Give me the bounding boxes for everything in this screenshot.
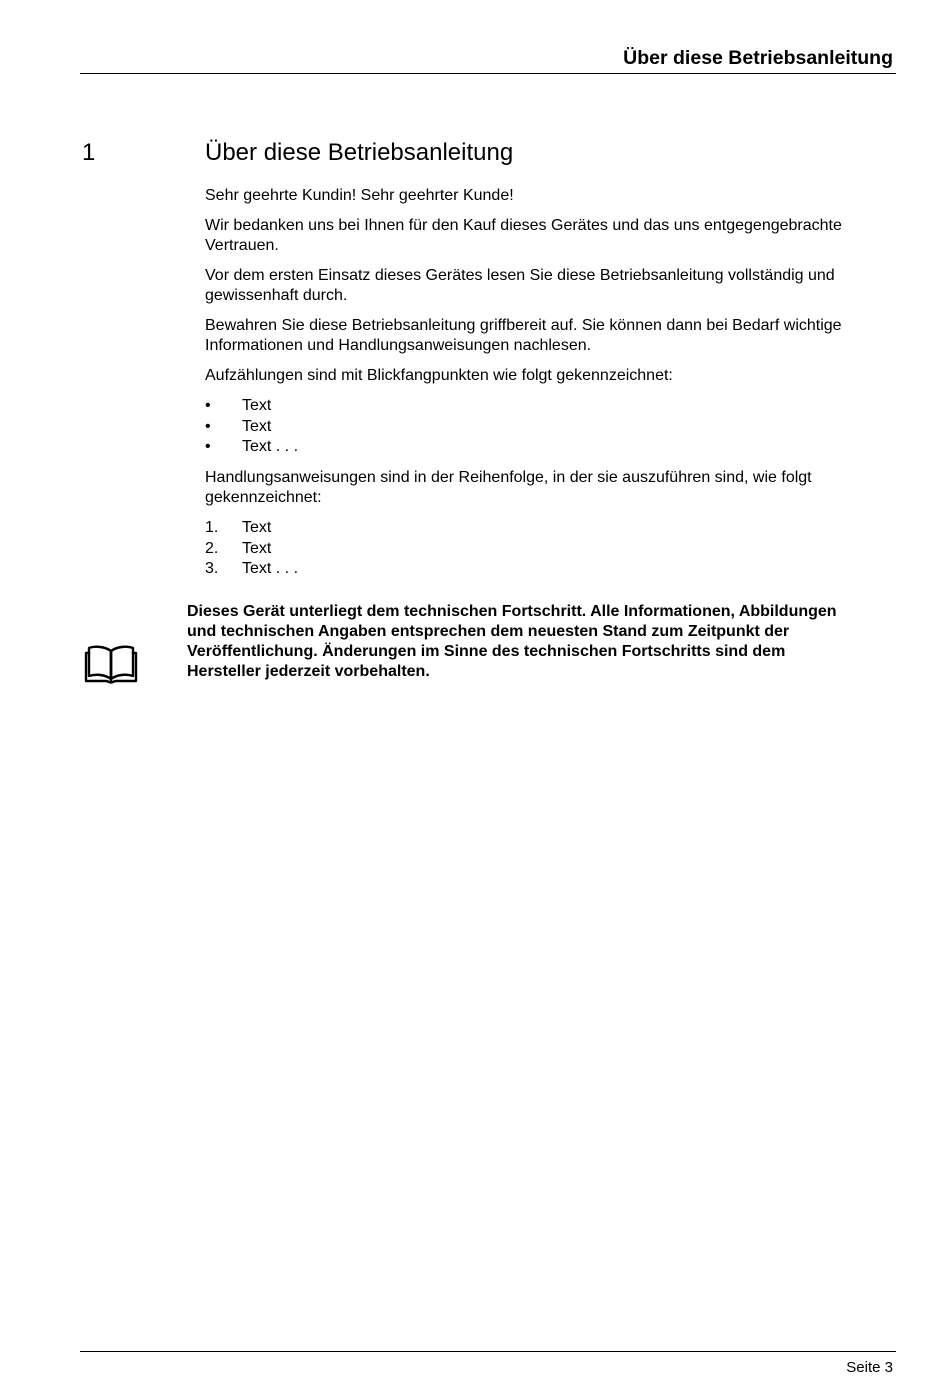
numbered-item-text: Text [242, 539, 272, 557]
page-number: Seite 3 [846, 1359, 893, 1376]
bullet-list-item [205, 437, 897, 458]
numbered-item-text: Text . . . [242, 560, 299, 578]
numbered-list-item [205, 539, 897, 560]
number-marker: 2. [205, 539, 219, 557]
note-text: Dieses Gerät unterliegt dem technischen Fortschritt. Alle Informationen, Abbildungen und technischen Angaben entsprechen dem neuesten Stand zum Zeitpunkt der Veröffentlichung. Änderungen im Sinne des technischen Fortschritts sind dem Hersteller jederzeit vorbehalten. [187, 603, 837, 680]
bullet-list-item [205, 417, 897, 438]
number-marker: 3. [205, 560, 219, 578]
bullet-item-text: Text . . . [242, 438, 299, 456]
thanks-paragraph: Wir bedanken uns bei Ihnen für den Kauf dieses Gerätes und das uns entgegengebrachte Vertrauen. [205, 217, 842, 254]
section-title: Über diese Betriebsanleitung [205, 139, 514, 166]
open-book-icon [84, 643, 138, 685]
numbered-list-item [205, 559, 897, 580]
greeting-paragraph: Sehr geehrte Kundin! Sehr geehrter Kunde! [205, 187, 514, 204]
footer-divider [80, 1351, 896, 1352]
read-manual-paragraph: Vor dem ersten Einsatz dieses Gerätes lesen Sie diese Betriebsanleitung vollständig und gewissenhaft durch. [205, 267, 835, 304]
header-divider [80, 73, 896, 74]
number-marker: 1. [205, 519, 219, 537]
running-header-title: Über diese Betriebsanleitung [623, 47, 893, 69]
bullet-marker: • [205, 397, 211, 414]
bullet-list [205, 396, 897, 458]
instructions-intro-paragraph: Handlungsanweisungen sind in der Reihenfolge, in der sie auszuführen sind, wie folgt gekennzeichnet: [205, 469, 812, 507]
bullet-item-text: Text [242, 397, 272, 414]
numbered-list-item [205, 518, 897, 539]
bullet-marker: • [205, 438, 211, 456]
section-number: 1 [82, 139, 96, 166]
bullet-list-item [205, 396, 897, 417]
bullet-marker: • [205, 417, 211, 435]
bullet-intro-paragraph: Aufzählungen sind mit Blickfangpunkten wie folgt gekennzeichnet: [205, 367, 673, 384]
keep-manual-paragraph: Bewahren Sie diese Betriebsanleitung griffbereit auf. Sie können dann bei Bedarf wichtige Informationen und Handlungsanweisungen nachlesen. [205, 317, 842, 354]
body-content [205, 186, 897, 590]
bullet-item-text: Text [242, 417, 272, 435]
numbered-list [205, 518, 897, 580]
numbered-item-text: Text [242, 519, 272, 537]
